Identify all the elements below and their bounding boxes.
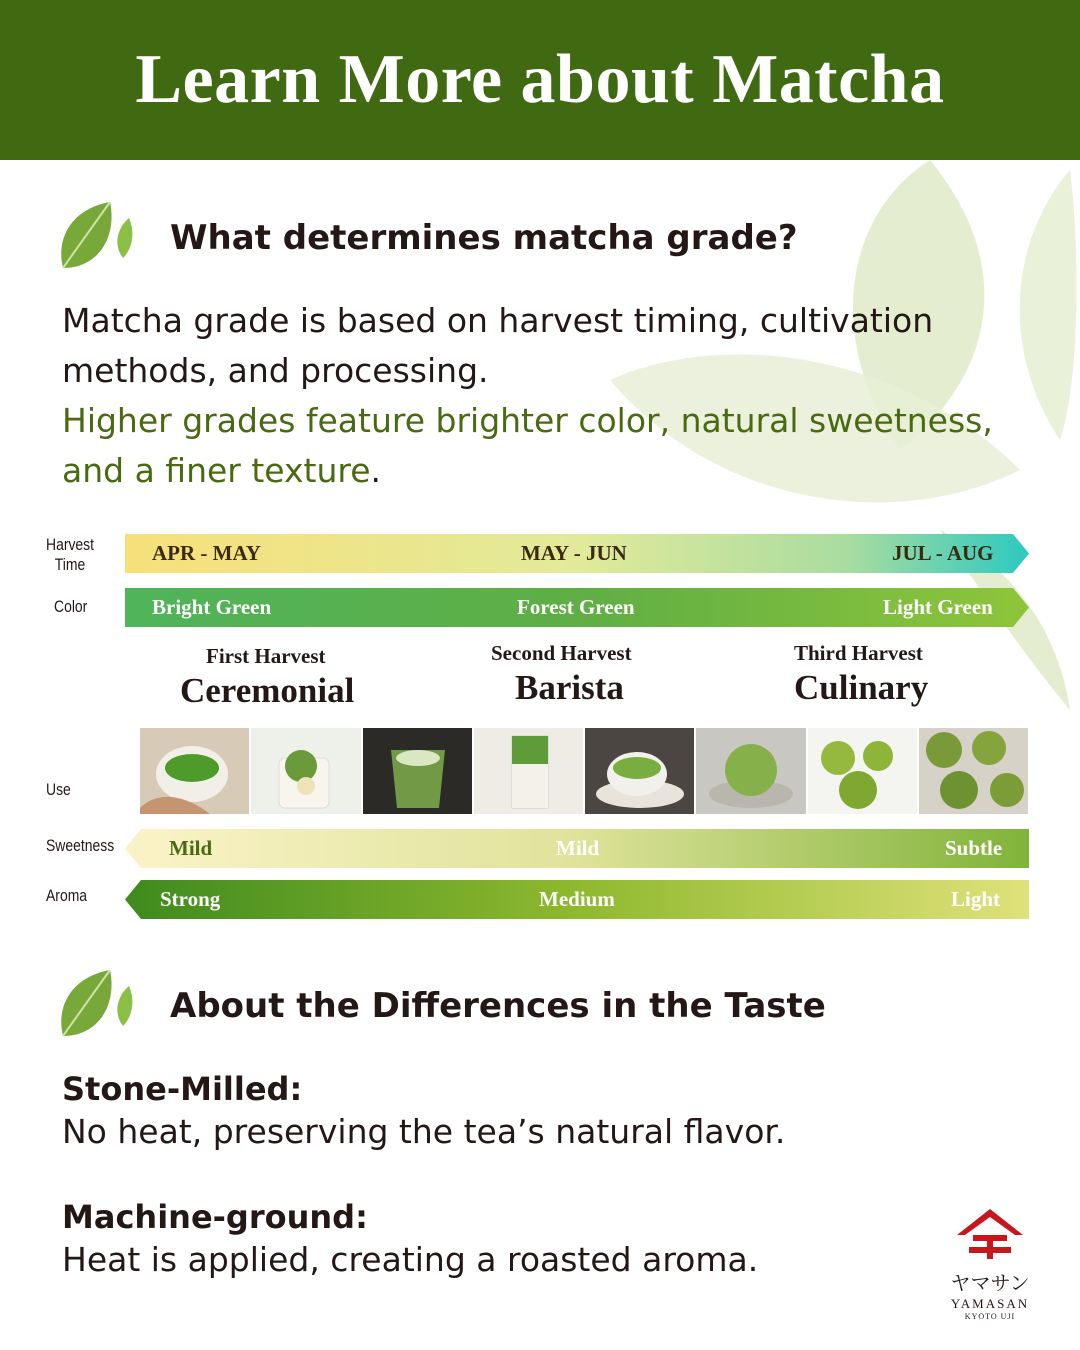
sweetness-label-2: Mild: [556, 836, 600, 860]
logo-japanese: ヤマサン: [950, 1271, 1030, 1295]
stone-milled-block: [62, 1070, 785, 1151]
photo-iced-latte: [474, 728, 583, 814]
photo-latte-glass: [363, 728, 472, 814]
aroma-label-3: Light: [951, 887, 1001, 911]
aroma-label-2: Medium: [539, 887, 615, 911]
photo-usucha-bowl: [140, 728, 249, 814]
use-photo-strip: [140, 728, 1028, 814]
sweetness-label-1: Mild: [169, 836, 213, 860]
logo-english: YAMASAN: [950, 1296, 1030, 1311]
row-label-color: Color: [54, 597, 88, 616]
row-label-harvest-time: [46, 535, 94, 575]
tea-leaf-icon: [55, 968, 135, 1043]
harvest-time-bar: [125, 534, 1029, 573]
row-label-aroma: Aroma: [46, 886, 88, 905]
page-title: Learn More about Matcha: [135, 41, 945, 118]
photo-cookies: [919, 728, 1028, 814]
grade-barista-name: Barista: [515, 668, 624, 707]
color-label-1: Bright Green: [152, 595, 272, 619]
stone-milled-label: Stone-Milled:: [62, 1070, 303, 1108]
grade-culinary-harvest: Third Harvest: [794, 641, 923, 665]
photo-latte-cup: [585, 728, 694, 814]
row-label-use: Use: [46, 780, 71, 799]
harvest-label-3: JUL - AUG: [892, 541, 994, 565]
row-label-harvest-line1: Harvest: [46, 535, 95, 554]
logo-location: KYOTO UJI: [964, 1312, 1016, 1321]
aroma-bar: [125, 880, 1029, 919]
machine-ground-block: [62, 1198, 758, 1279]
sweetness-bar: [125, 829, 1029, 868]
section-heading-grade: [55, 200, 798, 275]
color-bar: [125, 588, 1029, 627]
intro-text-plain: Matcha grade is based on harvest timing, cultivation methods, and processing.: [62, 301, 934, 390]
intro-text-end: .: [370, 451, 382, 490]
grade-ceremonial: [180, 644, 354, 711]
row-label-sweetness: Sweetness: [46, 836, 115, 855]
grade-ceremonial-name: Ceremonial: [180, 671, 355, 710]
section1-heading: What determines matcha grade?: [170, 217, 798, 258]
section2-heading: About the Differences in the Taste: [170, 985, 826, 1026]
tea-leaf-icon: [55, 200, 135, 275]
yamasan-mark-icon: [955, 1205, 1025, 1265]
color-label-3: Light Green: [883, 595, 993, 619]
grade-culinary: [794, 641, 928, 708]
aroma-label-1: Strong: [160, 887, 221, 911]
intro-paragraph: [62, 296, 1052, 496]
grade-ceremonial-harvest: First Harvest: [206, 644, 326, 668]
photo-ice-cream: [696, 728, 805, 814]
harvest-label-2: MAY - JUN: [521, 541, 627, 565]
sweetness-label-3: Subtle: [945, 836, 1003, 860]
color-label-2: Forest Green: [517, 595, 635, 619]
grade-culinary-name: Culinary: [794, 668, 929, 707]
grade-barista: [491, 641, 632, 708]
stone-milled-desc: No heat, preserving the tea’s natural flavor.: [62, 1112, 786, 1151]
photo-truffles: [808, 728, 917, 814]
intro-text-green: Higher grades feature brighter color, natural sweetness, and a finer texture: [62, 401, 993, 490]
photo-dessert: [251, 728, 360, 814]
header-banner: [0, 0, 1080, 160]
yamasan-logo: [925, 1205, 1055, 1330]
row-label-harvest-line2: Time: [54, 555, 86, 574]
section-heading-taste: [55, 968, 826, 1043]
harvest-label-1: APR - MAY: [152, 541, 261, 565]
grade-barista-harvest: Second Harvest: [491, 641, 632, 665]
machine-ground-desc: Heat is applied, creating a roasted aroma.: [62, 1240, 759, 1279]
machine-ground-label: Machine-ground:: [62, 1198, 368, 1236]
